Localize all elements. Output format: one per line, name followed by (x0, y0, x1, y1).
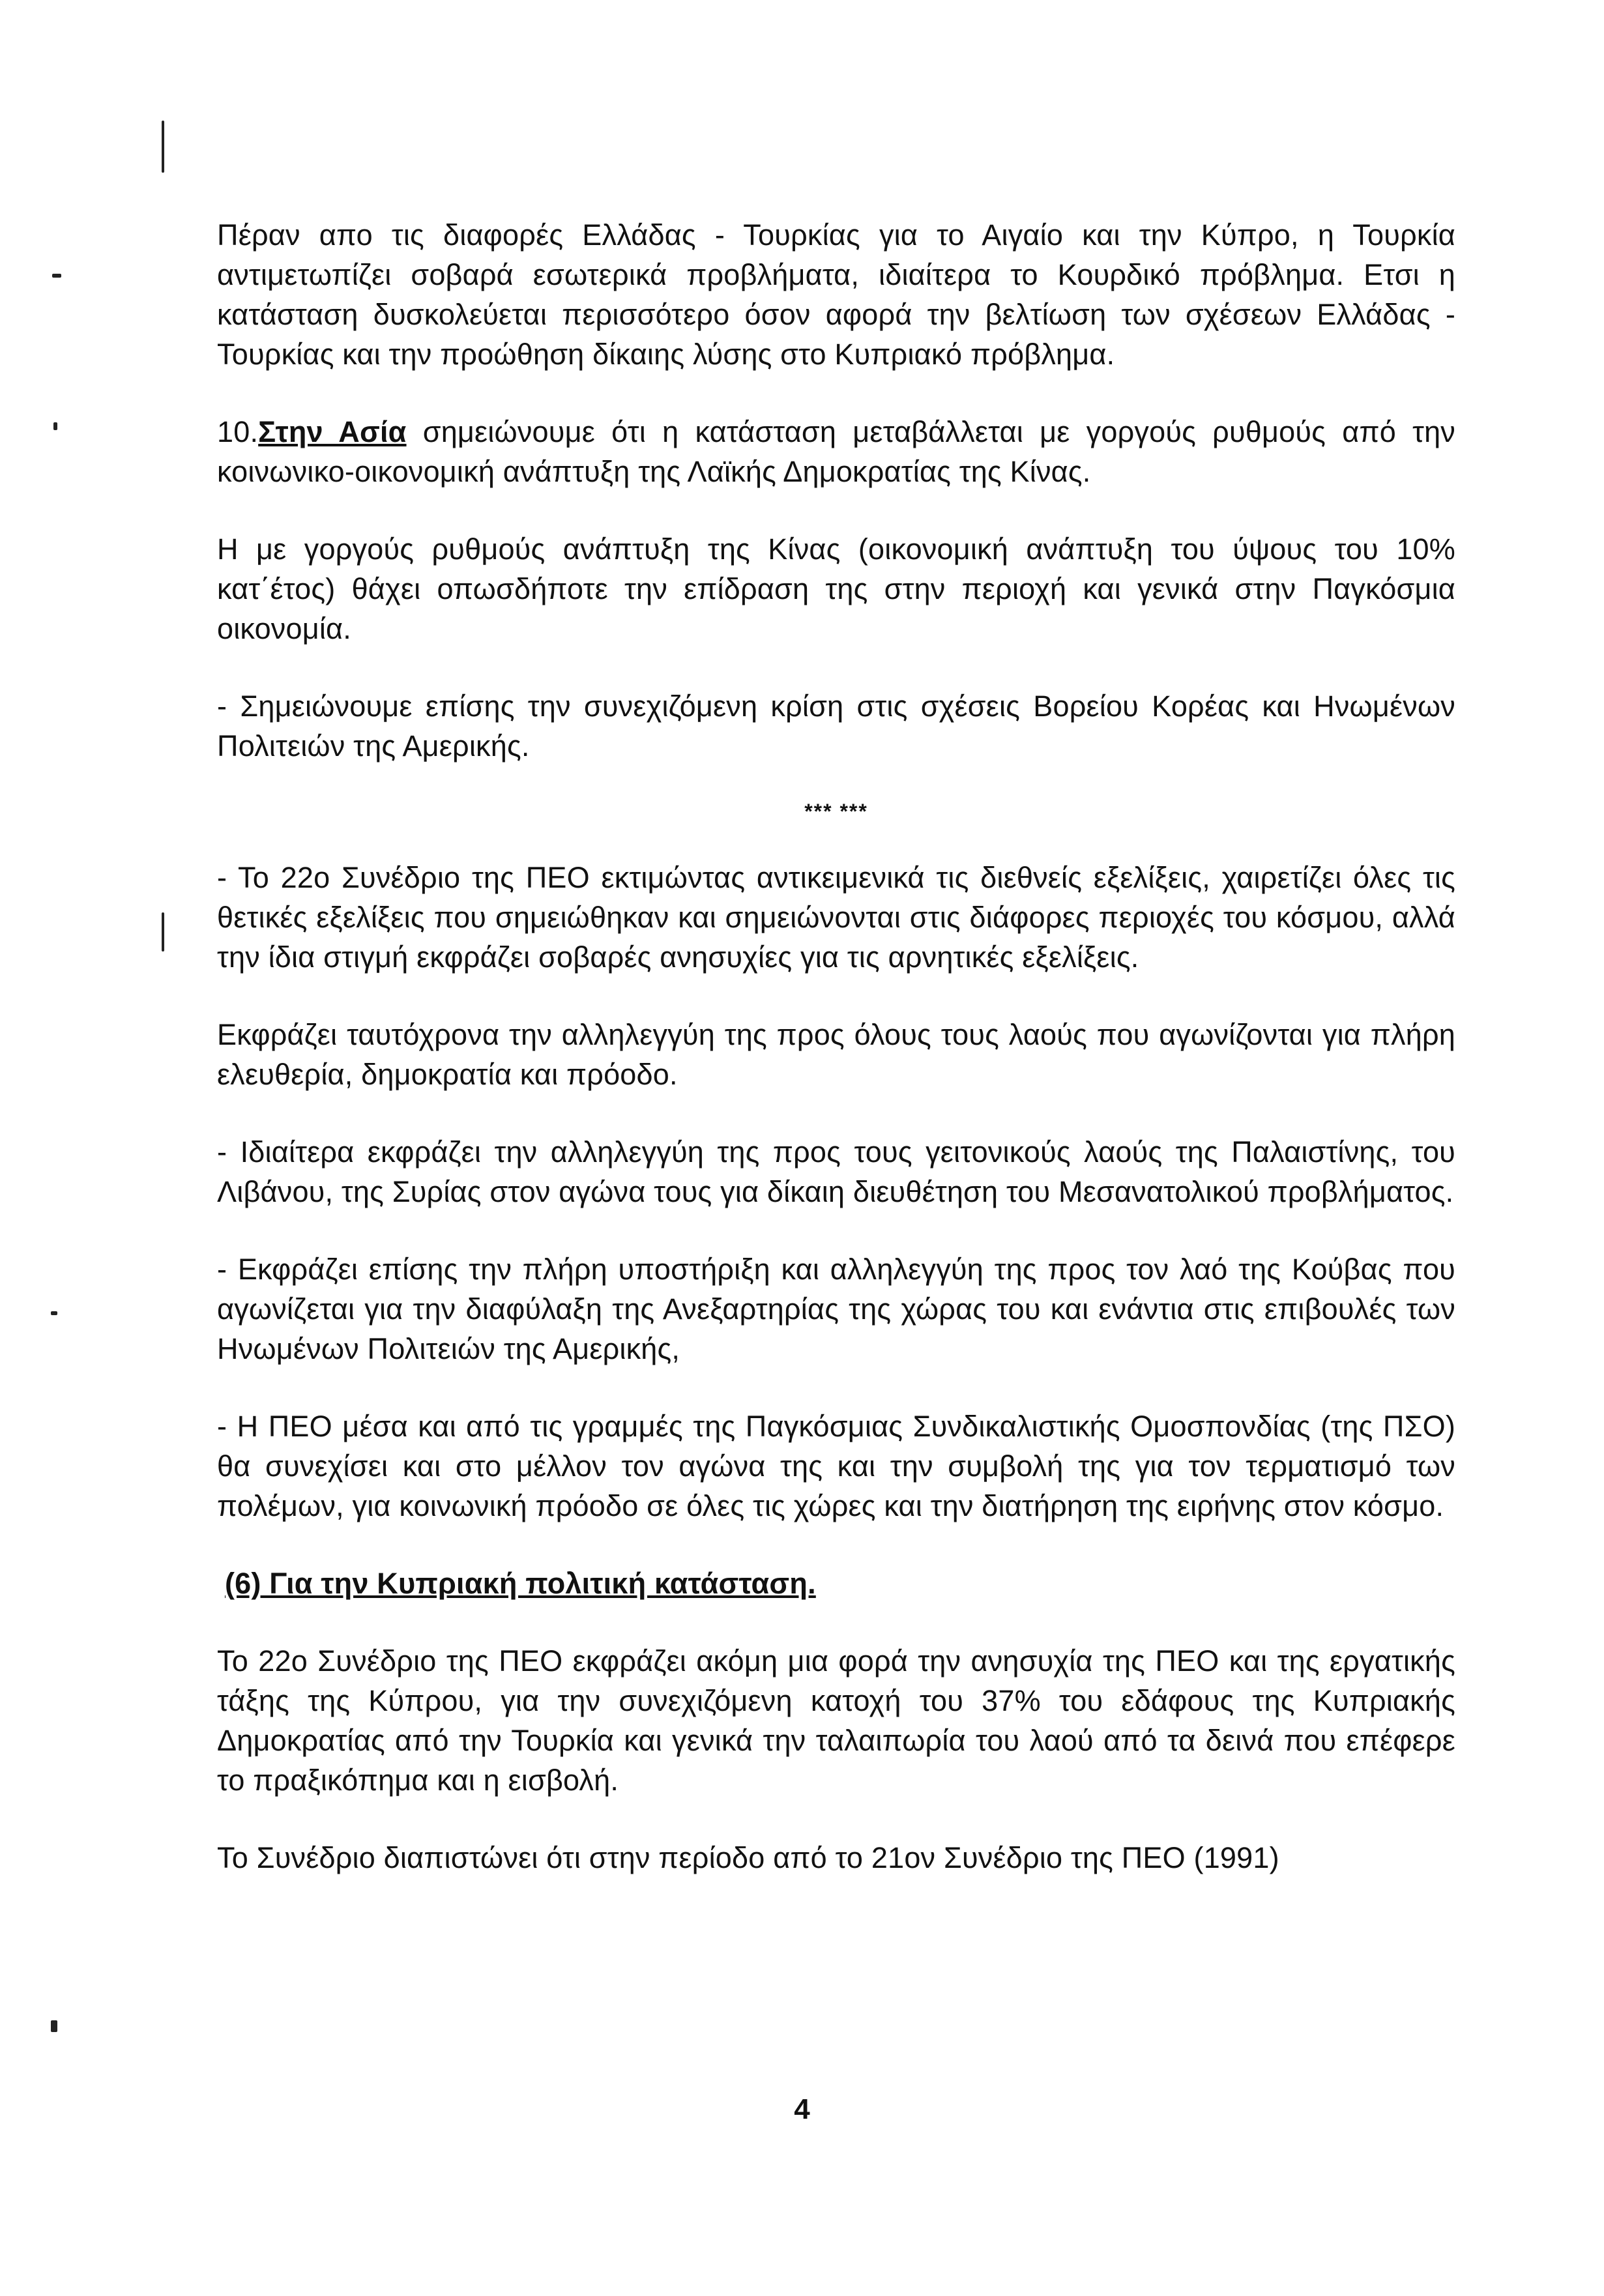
asia-heading: Στην Ασία (258, 415, 407, 448)
document-body (217, 215, 1455, 1878)
scan-speck (53, 422, 57, 430)
scan-speck (162, 121, 164, 173)
paragraph-congress-assessment: - Το 22ο Συνέδριο της ΠΕΟ εκτιμώντας αντικειμενικά τις διεθνείς εξελίξεις, χαιρετίζει όλες τις θετικές εξελίξεις που σημειώθηκαν και σημειώνονται στις διάφορες περιοχές του κόσμου, αλλά την ίδια στιγμή εκφράζει σοβαρές ανησυχίες για τις αρνητικές εξελίξεις. (217, 861, 1455, 974)
section-heading-cyprus: (6) Για την Κυπριακή πολιτική κατάσταση. (225, 1567, 816, 1600)
paragraph-solidarity: Εκφράζει ταυτόχρονα την αλληλεγγύη της προς όλους τους λαούς που αγωνίζονται για πλήρη ελευθερία, δημοκρατία και πρόοδο. (217, 1018, 1455, 1091)
scan-speck (51, 1311, 57, 1315)
paragraph-congress-finding: Το Συνέδριο διαπιστώνει ότι στην περίοδο από το 21ον Συνέδριο της ΠΕΟ (1991) (217, 1841, 1279, 1874)
scan-speck (51, 2020, 57, 2032)
paragraph-korea: - Σημειώνουμε επίσης την συνεχιζόμενη κρίση στις σχέσεις Βορείου Κορέας και Ηνωμένων Πολιτειών της Αμερικής. (217, 690, 1455, 763)
section-separator: *** *** (804, 800, 868, 823)
paragraph-asia (217, 412, 1455, 491)
paragraph-wftu: - Η ΠΕΟ μέσα και από τις γραμμές της Παγκόσμιας Συνδικαλιστικής Ομοσπονδίας (της ΠΣΟ) θα συνεχίσει και στο μέλλον τον αγώνα της και την συμβολή της για τον τερματισμό των πολέμων, για κοινωνική πρόοδο σε όλες τις χώρες και την διατήρηση της ειρήνης στον κόσμο. (217, 1410, 1455, 1522)
page-number: 4 (794, 2093, 810, 2125)
scan-speck (162, 912, 164, 952)
paragraph-china-growth: Η με γοργούς ρυθμούς ανάπτυξη της Κίνας (οικονομική ανάπτυξη του ύψους του 10% κατ΄έτος) θάχει οπωσδήποτε την επίδραση της στην περιοχή και γενικά στην Παγκόσμια οικονομία. (217, 532, 1455, 645)
item-number: 10. (217, 415, 259, 448)
asia-text: σημειώνουμε ότι η κατάσταση μεταβάλλεται με γοργούς ρυθμούς από την κοινωνικο-οικονομική ανάπτυξη της Λαϊκής Δημοκρατίας της Κίνας. (217, 415, 1455, 488)
paragraph-middle-east: - Ιδιαίτερα εκφράζει την αλληλεγγύη της προς τους γειτονικούς λαούς της Παλαιστίνης, του Λιβάνου, της Συρίας στον αγώνα τους για δίκαιη διευθέτηση του Μεσανατολικού προβλήματος. (217, 1135, 1455, 1208)
paragraph-occupation: Το 22ο Συνέδριο της ΠΕΟ εκφράζει ακόμη μια φορά την ανησυχία της ΠΕΟ και της εργατικής τάξης της Κύπρου, για την συνεχιζόμενη κατοχή του 37% του εδάφους της Κυπριακής Δημοκρατίας από την Τουρκία και γενικά την ταλαιπωρία του λαού από τα δεινά που επέφερε το πραξικόπημα και η εισβολή. (217, 1644, 1455, 1797)
paragraph-cuba: - Εκφράζει επίσης την πλήρη υποστήριξη και αλληλεγγύη της προς τον λαό της Κούβας που αγωνίζεται για την διαφύλαξη της Ανεξαρτηρίας της χώρας του και ενάντια στις επιβουλές των Ηνωμένων Πολιτειών της Αμερικής, (217, 1253, 1455, 1365)
scan-speck (52, 274, 61, 278)
paragraph-turkey: Πέραν απο τις διαφορές Ελλάδας - Τουρκίας για το Αιγαίο και την Κύπρο, η Τουρκία αντιμετωπίζει σοβαρά εσωτερικά προβλήματα, ιδιαίτερα το Κουρδικό πρόβλημα. Ετσι η κατάσταση δυσκολεύεται περισσότερο όσον αφορά την βελτίωση των σχέσεων Ελλάδας - Τουρκίας και την προώθηση δίκαιης λύσης στο Κυπριακό πρόβλημα. (217, 218, 1455, 371)
